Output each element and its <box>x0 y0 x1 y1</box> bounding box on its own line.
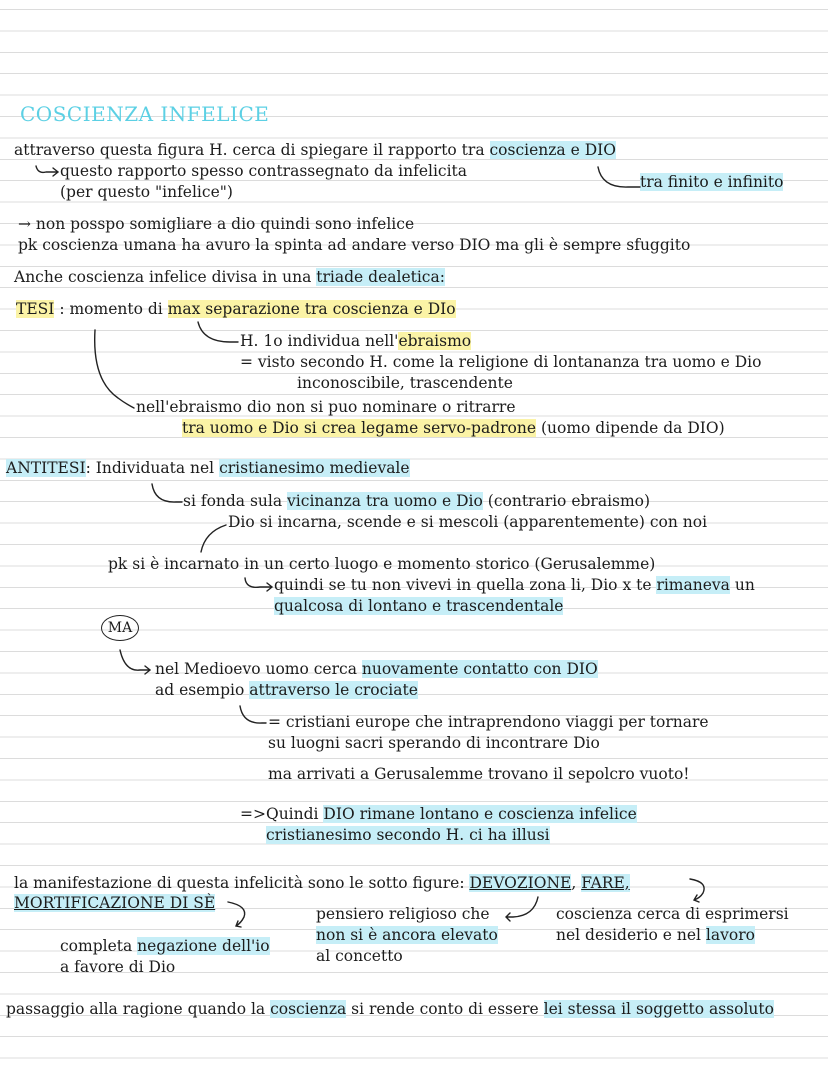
tesi-heading: TESI : momento di max separazione tra coscienza e DIo <box>16 300 456 318</box>
intro-line-5: pk coscienza umana ha avuro la spinta ad andare verso DIO ma gli è sempre sfuggito <box>18 236 691 254</box>
curve-cristiani <box>240 706 266 723</box>
tesi-line-3: inconoscibile, trascendente <box>297 374 513 392</box>
arrow-mortificazione <box>228 902 245 927</box>
antitesi-line-1: si fonda sula vicinanza tra uomo e Dio (contrario ebraismo) <box>183 492 651 510</box>
intro-line-2: questo rapporto spesso contrassegnato da infelicita <box>60 162 468 180</box>
coscienza-line-2: nel desiderio e nel lavoro <box>556 926 755 944</box>
page-title: COSCIENZA INFELICE <box>20 102 270 126</box>
ma-circled-note: MA <box>101 615 139 641</box>
antitesi-line-12: cristianesimo secondo H. ci ha illusi <box>266 826 550 844</box>
tesi-line-5: tra uomo e Dio si crea legame servo-padrone (uomo dipende da DIO) <box>182 419 725 437</box>
completa-line-1: completa negazione dell'io <box>60 937 270 955</box>
final-line: passaggio alla ragione quando la coscienza si rende conto di essere lei stessa il soggetto assoluto <box>6 1000 774 1018</box>
tesi-line-1: H. 1o individua nell'ebraismo <box>240 332 472 350</box>
antitesi-line-6: nel Medioevo uomo cerca nuovamente contatto con DIO <box>155 660 598 678</box>
antitesi-line-8: = cristiani europe che intraprendono viaggi per tornare <box>268 713 709 731</box>
pensiero-line-3: al concetto <box>316 947 403 965</box>
arrow-devozione <box>506 897 538 921</box>
highlight: coscienza e DIO <box>489 141 616 159</box>
intro-aside: tra finito e infinito <box>640 173 784 191</box>
antitesi-line-9: su luogni sacri sperando di incontrare Dio <box>268 734 600 752</box>
manifest-mortificazione: MORTIFICAZIONE DI SÈ <box>14 894 216 912</box>
antitesi-line-7: ad esempio attraverso le crociate <box>155 681 418 699</box>
antitesi-line-10: ma arrivati a Gerusalemme trovano il sepolcro vuoto! <box>268 765 690 783</box>
curve-tesi-1 <box>198 322 238 342</box>
manifest-line-1: la manifestazione di questa infelicità sono le sotto figure: DEVOZIONE, FARE, <box>14 874 630 892</box>
antitesi-line-3: pk si è incarnato in un certo luogo e momento storico (Gerusalemme) <box>108 555 656 573</box>
arrow-fare <box>690 879 704 902</box>
completa-line-2: a favore di Dio <box>60 958 176 976</box>
coscienza-line-1: coscienza cerca di esprimersi <box>556 905 789 923</box>
antitesi-heading: ANTITESI: Individuata nel cristianesimo medievale <box>6 459 410 477</box>
pensiero-line-1: pensiero religioso che <box>316 905 490 923</box>
curve-antitesi-2 <box>201 525 226 552</box>
arrow-ma <box>120 650 150 674</box>
tesi-line-4: nell'ebraismo dio non si puo nominare o ritrarre <box>136 398 516 416</box>
arrow-quindi <box>245 578 272 591</box>
curve-tesi-2 <box>95 330 134 408</box>
antitesi-line-11: =>Quindi DIO rimane lontano e coscienza infelice <box>240 805 637 823</box>
curve-aside <box>598 167 640 187</box>
tesi-line-2: = visto secondo H. come la religione di lontananza tra uomo e Dio <box>240 353 762 371</box>
intro-line-3: (per questo "infelice") <box>60 183 233 201</box>
curve-antitesi-1 <box>152 484 182 502</box>
intro-line-6: Anche coscienza infelice divisa in una triade dealetica: <box>14 268 445 286</box>
arrow-hook-intro <box>36 166 58 176</box>
intro-line-1: attraverso questa figura H. cerca di spiegare il rapporto tra coscienza e DIO <box>14 141 616 159</box>
pensiero-line-2: non si è ancora elevato <box>316 926 498 944</box>
intro-line-4: → non posspo somigliare a dio quindi sono infelice <box>18 215 415 233</box>
antitesi-line-4: quindi se tu non vivevi in quella zona li, Dio x te rimaneva un <box>274 576 755 594</box>
antitesi-line-5: qualcosa di lontano e trascendentale <box>274 597 564 615</box>
antitesi-line-2: Dio si incarna, scende e si mescoli (apparentemente) con noi <box>228 513 708 531</box>
